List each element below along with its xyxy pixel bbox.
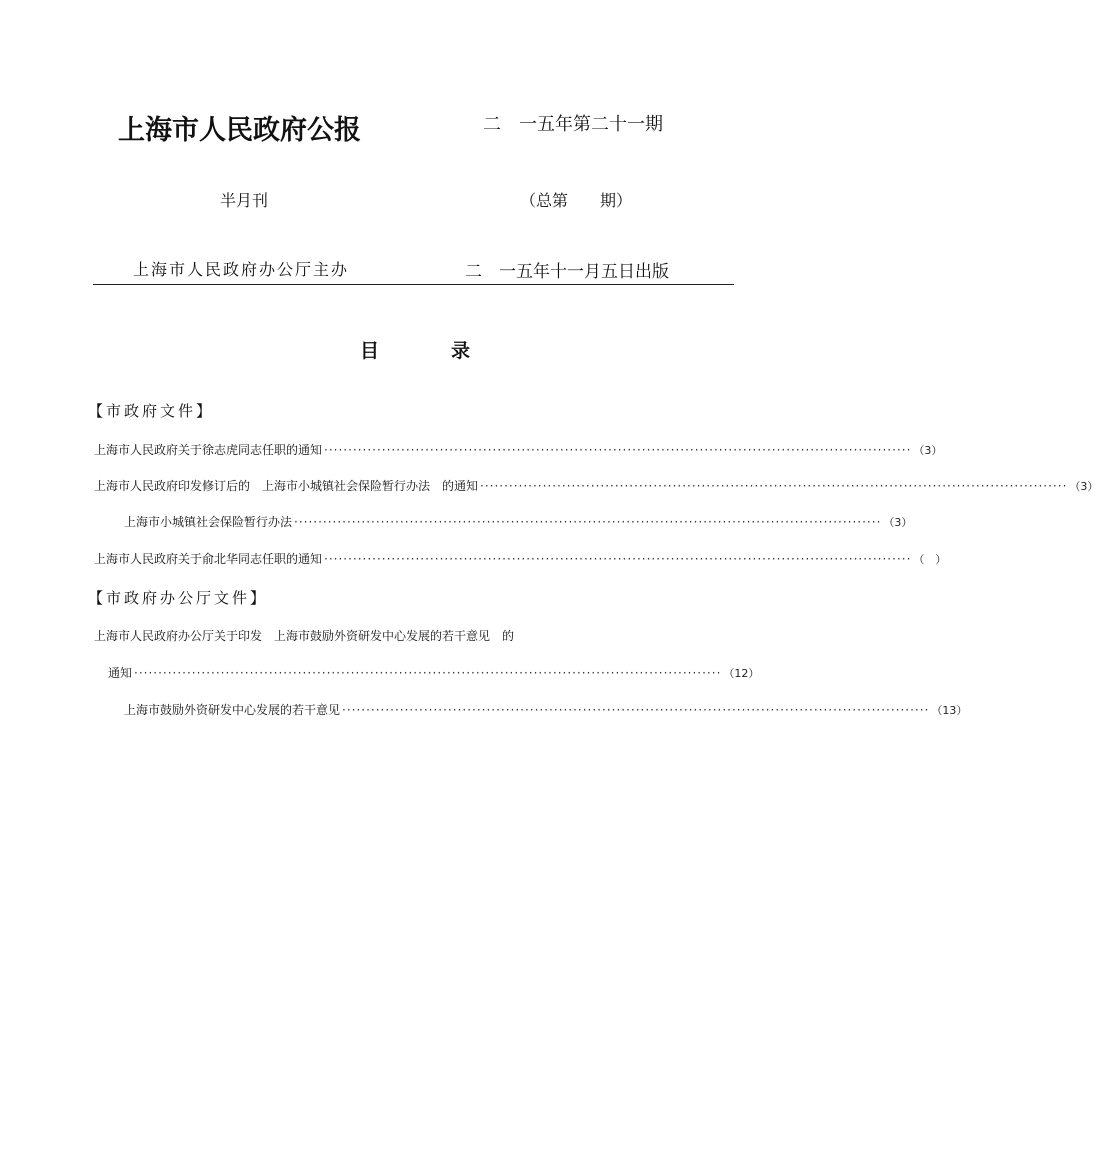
- toc-entry[interactable]: [94, 441, 943, 459]
- toc-entry-title: 上海市人民政府办公厅关于印发 上海市鼓励外资研发中心发展的若干意见 的: [94, 629, 515, 643]
- toc-entry[interactable]: [94, 550, 947, 568]
- leader-dots: ··························································································································: [324, 552, 912, 566]
- leader-dots: ··························································································································: [480, 479, 1068, 493]
- toc-entry-title: 上海市小城镇社会保险暂行办法: [124, 515, 293, 529]
- section-title: 【市政府办公厅文件】: [88, 589, 269, 607]
- toc-entry-title: 上海市人民政府印发修订后的 上海市小城镇社会保险暂行办法 的通知: [94, 479, 479, 493]
- toc-entry-page: （3）: [1069, 480, 1098, 493]
- gazette-title: 上海市人民政府公报: [118, 115, 361, 146]
- toc-entry[interactable]: [108, 664, 760, 682]
- leader-dots: ··························································································································: [342, 703, 930, 717]
- toc-entry[interactable]: [124, 513, 913, 531]
- issue-number: 二 一五年第二十一期: [483, 114, 663, 135]
- publication-date: 二 一五年十一月五日出版: [465, 262, 669, 282]
- toc-entry-page: （3）: [913, 444, 943, 457]
- host-organization: 上海市人民政府办公厅主办: [133, 260, 350, 279]
- toc-entry-page: （ ）: [913, 553, 947, 566]
- toc-entry-title: 上海市鼓励外资研发中心发展的若干意见: [124, 703, 341, 717]
- toc-entry-page: （12）: [723, 667, 760, 680]
- toc-entry-page: （3）: [883, 516, 913, 529]
- header-divider: [93, 284, 734, 285]
- publication-frequency: 半月刊: [220, 191, 269, 210]
- toc-entry-page: （13）: [931, 704, 968, 717]
- leader-dots: ··························································································································: [324, 443, 912, 457]
- toc-entry[interactable]: [94, 477, 1098, 495]
- leader-dots: ··························································································································: [294, 515, 882, 529]
- toc-entry-title: 上海市人民政府关于俞北华同志任职的通知: [94, 552, 323, 566]
- leader-dots: ··························································································································: [134, 666, 722, 680]
- toc-entry[interactable]: [94, 627, 734, 645]
- total-issue-number: （总第 期）: [520, 191, 633, 210]
- toc-entry[interactable]: [124, 701, 968, 719]
- toc-entry-title: 通知: [108, 666, 133, 680]
- toc-entry-title: 上海市人民政府关于徐志虎同志任职的通知: [94, 443, 323, 457]
- toc-heading: 目录: [360, 340, 543, 362]
- section-title: 【市政府文件】: [88, 402, 215, 420]
